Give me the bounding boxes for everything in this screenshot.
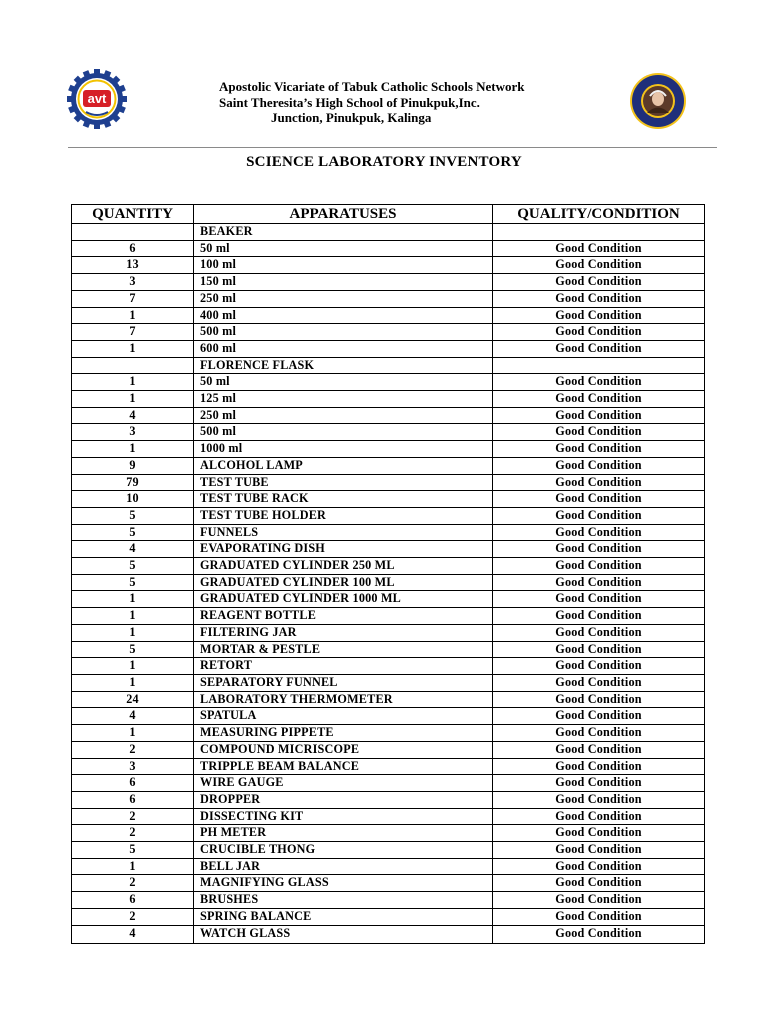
header-line-network: Apostolic Vicariate of Tabuk Catholic Schools Network xyxy=(219,79,525,94)
apparatus-cell: 250 ml xyxy=(194,290,493,307)
condition-cell: Good Condition xyxy=(493,708,705,725)
school-seal-icon xyxy=(629,72,687,130)
quantity-cell: 1 xyxy=(72,608,194,625)
quantity-cell: 6 xyxy=(72,240,194,257)
table-row xyxy=(72,290,705,307)
apparatus-cell: 500 ml xyxy=(194,424,493,441)
condition-cell: Good Condition xyxy=(493,875,705,892)
condition-cell: Good Condition xyxy=(493,925,705,943)
quantity-cell: 1 xyxy=(72,591,194,608)
condition-cell: Good Condition xyxy=(493,340,705,357)
quantity-cell: 4 xyxy=(72,541,194,558)
condition-cell: Good Condition xyxy=(493,825,705,842)
quantity-cell: 2 xyxy=(72,825,194,842)
school-header xyxy=(219,79,525,126)
condition-cell: Good Condition xyxy=(493,691,705,708)
condition-cell xyxy=(493,357,705,374)
table-row xyxy=(72,541,705,558)
quantity-cell: 5 xyxy=(72,507,194,524)
condition-cell: Good Condition xyxy=(493,274,705,291)
condition-cell: Good Condition xyxy=(493,441,705,458)
quantity-cell: 1 xyxy=(72,391,194,408)
quantity-cell: 7 xyxy=(72,324,194,341)
apparatus-cell: 500 ml xyxy=(194,324,493,341)
apparatus-cell: TEST TUBE xyxy=(194,474,493,491)
table-row xyxy=(72,858,705,875)
quantity-cell: 13 xyxy=(72,257,194,274)
table-row xyxy=(72,741,705,758)
column-header-condition: QUALITY/CONDITION xyxy=(493,205,705,224)
table-row xyxy=(72,775,705,792)
quantity-cell: 1 xyxy=(72,374,194,391)
apparatus-cell: SPATULA xyxy=(194,708,493,725)
quantity-cell: 4 xyxy=(72,708,194,725)
table-row xyxy=(72,491,705,508)
table-row xyxy=(72,808,705,825)
quantity-cell: 1 xyxy=(72,858,194,875)
document-title: SCIENCE LABORATORY INVENTORY xyxy=(246,154,522,170)
apparatus-cell: 250 ml xyxy=(194,407,493,424)
condition-cell: Good Condition xyxy=(493,374,705,391)
condition-cell: Good Condition xyxy=(493,658,705,675)
table-row xyxy=(72,257,705,274)
table-row xyxy=(72,658,705,675)
table-row xyxy=(72,825,705,842)
condition-cell: Good Condition xyxy=(493,491,705,508)
apparatus-cell: GRADUATED CYLINDER 1000 ML xyxy=(194,591,493,608)
apparatus-cell: EVAPORATING DISH xyxy=(194,541,493,558)
quantity-cell: 2 xyxy=(72,875,194,892)
apparatus-cell: MEASURING PIPPETE xyxy=(194,725,493,742)
apparatus-cell: LABORATORY THERMOMETER xyxy=(194,691,493,708)
apparatus-cell: 1000 ml xyxy=(194,441,493,458)
quantity-cell: 4 xyxy=(72,925,194,943)
table-row xyxy=(72,441,705,458)
quantity-cell: 79 xyxy=(72,474,194,491)
condition-cell: Good Condition xyxy=(493,641,705,658)
table-row xyxy=(72,641,705,658)
table-row xyxy=(72,691,705,708)
apparatus-cell: FILTERING JAR xyxy=(194,624,493,641)
condition-cell: Good Condition xyxy=(493,424,705,441)
table-row xyxy=(72,892,705,909)
condition-cell: Good Condition xyxy=(493,558,705,575)
table-row xyxy=(72,725,705,742)
condition-cell: Good Condition xyxy=(493,407,705,424)
apparatus-cell: PH METER xyxy=(194,825,493,842)
table-row xyxy=(72,340,705,357)
apparatus-cell: FLORENCE FLASK xyxy=(194,357,493,374)
condition-cell: Good Condition xyxy=(493,741,705,758)
table-row xyxy=(72,791,705,808)
apparatus-cell: DISSECTING KIT xyxy=(194,808,493,825)
table-row xyxy=(72,274,705,291)
condition-cell: Good Condition xyxy=(493,290,705,307)
header-divider xyxy=(68,147,717,148)
table-row xyxy=(72,357,705,374)
apparatus-cell: DROPPER xyxy=(194,791,493,808)
header-line-address: Junction, Pinukpuk, Kalinga xyxy=(271,110,432,125)
quantity-cell: 1 xyxy=(72,725,194,742)
table-row xyxy=(72,240,705,257)
condition-cell: Good Condition xyxy=(493,257,705,274)
table-row xyxy=(72,457,705,474)
apparatus-cell: BRUSHES xyxy=(194,892,493,909)
apparatus-cell: ALCOHOL LAMP xyxy=(194,457,493,474)
column-header-quantity: QUANTITY xyxy=(72,205,194,224)
quantity-cell: 24 xyxy=(72,691,194,708)
condition-cell: Good Condition xyxy=(493,725,705,742)
table-row xyxy=(72,558,705,575)
apparatus-cell: 600 ml xyxy=(194,340,493,357)
condition-cell xyxy=(493,224,705,241)
quantity-cell: 3 xyxy=(72,424,194,441)
quantity-cell: 5 xyxy=(72,842,194,859)
quantity-cell: 10 xyxy=(72,491,194,508)
condition-cell: Good Condition xyxy=(493,908,705,925)
apparatus-cell: WIRE GAUGE xyxy=(194,775,493,792)
table-row xyxy=(72,908,705,925)
quantity-cell: 4 xyxy=(72,407,194,424)
apparatus-cell: 125 ml xyxy=(194,391,493,408)
apparatus-cell: CRUCIBLE THONG xyxy=(194,842,493,859)
condition-cell: Good Condition xyxy=(493,457,705,474)
apparatus-cell: BEAKER xyxy=(194,224,493,241)
table-row xyxy=(72,574,705,591)
apparatus-cell: TEST TUBE HOLDER xyxy=(194,507,493,524)
apparatus-cell: FUNNELS xyxy=(194,524,493,541)
table-row xyxy=(72,424,705,441)
table-row xyxy=(72,591,705,608)
quantity-cell: 6 xyxy=(72,791,194,808)
apparatus-cell: GRADUATED CYLINDER 100 ML xyxy=(194,574,493,591)
condition-cell: Good Condition xyxy=(493,307,705,324)
quantity-cell: 6 xyxy=(72,892,194,909)
table-row xyxy=(72,875,705,892)
apparatus-cell: COMPOUND MICRISCOPE xyxy=(194,741,493,758)
quantity-cell: 7 xyxy=(72,290,194,307)
apparatus-cell: MAGNIFYING GLASS xyxy=(194,875,493,892)
quantity-cell: 5 xyxy=(72,524,194,541)
condition-cell: Good Condition xyxy=(493,391,705,408)
apparatus-cell: 50 ml xyxy=(194,240,493,257)
condition-cell: Good Condition xyxy=(493,624,705,641)
condition-cell: Good Condition xyxy=(493,808,705,825)
condition-cell: Good Condition xyxy=(493,775,705,792)
apparatus-cell: WATCH GLASS xyxy=(194,925,493,943)
quantity-cell: 2 xyxy=(72,808,194,825)
table-row xyxy=(72,324,705,341)
quantity-cell: 1 xyxy=(72,441,194,458)
quantity-cell: 5 xyxy=(72,574,194,591)
column-header-apparatuses: APPARATUSES xyxy=(194,205,493,224)
apparatus-cell: 100 ml xyxy=(194,257,493,274)
quantity-cell: 9 xyxy=(72,457,194,474)
quantity-cell xyxy=(72,357,194,374)
table-row xyxy=(72,224,705,241)
table-row xyxy=(72,407,705,424)
table-row xyxy=(72,507,705,524)
table-row xyxy=(72,842,705,859)
apparatus-cell: 150 ml xyxy=(194,274,493,291)
quantity-cell: 1 xyxy=(72,624,194,641)
condition-cell: Good Condition xyxy=(493,591,705,608)
condition-cell: Good Condition xyxy=(493,791,705,808)
quantity-cell: 3 xyxy=(72,758,194,775)
table-row xyxy=(72,524,705,541)
table-row xyxy=(72,925,705,943)
header-line-school: Saint Theresita’s High School of Pinukpuk,Inc. xyxy=(219,94,480,110)
condition-cell: Good Condition xyxy=(493,574,705,591)
table-row xyxy=(72,708,705,725)
condition-cell: Good Condition xyxy=(493,524,705,541)
quantity-cell: 1 xyxy=(72,674,194,691)
condition-cell: Good Condition xyxy=(493,674,705,691)
avt-logo-text: avt xyxy=(87,91,107,106)
apparatus-cell: SPRING BALANCE xyxy=(194,908,493,925)
quantity-cell: 2 xyxy=(72,741,194,758)
condition-cell: Good Condition xyxy=(493,608,705,625)
quantity-cell: 2 xyxy=(72,908,194,925)
quantity-cell: 6 xyxy=(72,775,194,792)
table-row xyxy=(72,608,705,625)
table-row xyxy=(72,307,705,324)
quantity-cell xyxy=(72,224,194,241)
table-row xyxy=(72,474,705,491)
apparatus-cell: 50 ml xyxy=(194,374,493,391)
table-row xyxy=(72,674,705,691)
table-row xyxy=(72,758,705,775)
apparatus-cell: BELL JAR xyxy=(194,858,493,875)
apparatus-cell: RETORT xyxy=(194,658,493,675)
apparatus-cell: TEST TUBE RACK xyxy=(194,491,493,508)
apparatus-cell: 400 ml xyxy=(194,307,493,324)
condition-cell: Good Condition xyxy=(493,507,705,524)
table-header-row xyxy=(72,205,705,224)
table-row xyxy=(72,624,705,641)
apparatus-cell: GRADUATED CYLINDER 250 ML xyxy=(194,558,493,575)
inventory-table-body xyxy=(72,224,705,944)
condition-cell: Good Condition xyxy=(493,541,705,558)
apparatus-cell: SEPARATORY FUNNEL xyxy=(194,674,493,691)
table-row xyxy=(72,374,705,391)
inventory-table xyxy=(71,204,705,944)
condition-cell: Good Condition xyxy=(493,842,705,859)
quantity-cell: 1 xyxy=(72,658,194,675)
quantity-cell: 3 xyxy=(72,274,194,291)
condition-cell: Good Condition xyxy=(493,858,705,875)
quantity-cell: 1 xyxy=(72,307,194,324)
quantity-cell: 5 xyxy=(72,641,194,658)
condition-cell: Good Condition xyxy=(493,892,705,909)
apparatus-cell: TRIPPLE BEAM BALANCE xyxy=(194,758,493,775)
condition-cell: Good Condition xyxy=(493,474,705,491)
avt-network-seal-icon xyxy=(66,68,128,130)
condition-cell: Good Condition xyxy=(493,240,705,257)
condition-cell: Good Condition xyxy=(493,324,705,341)
quantity-cell: 5 xyxy=(72,558,194,575)
table-row xyxy=(72,391,705,408)
condition-cell: Good Condition xyxy=(493,758,705,775)
apparatus-cell: MORTAR & PESTLE xyxy=(194,641,493,658)
apparatus-cell: REAGENT BOTTLE xyxy=(194,608,493,625)
quantity-cell: 1 xyxy=(72,340,194,357)
